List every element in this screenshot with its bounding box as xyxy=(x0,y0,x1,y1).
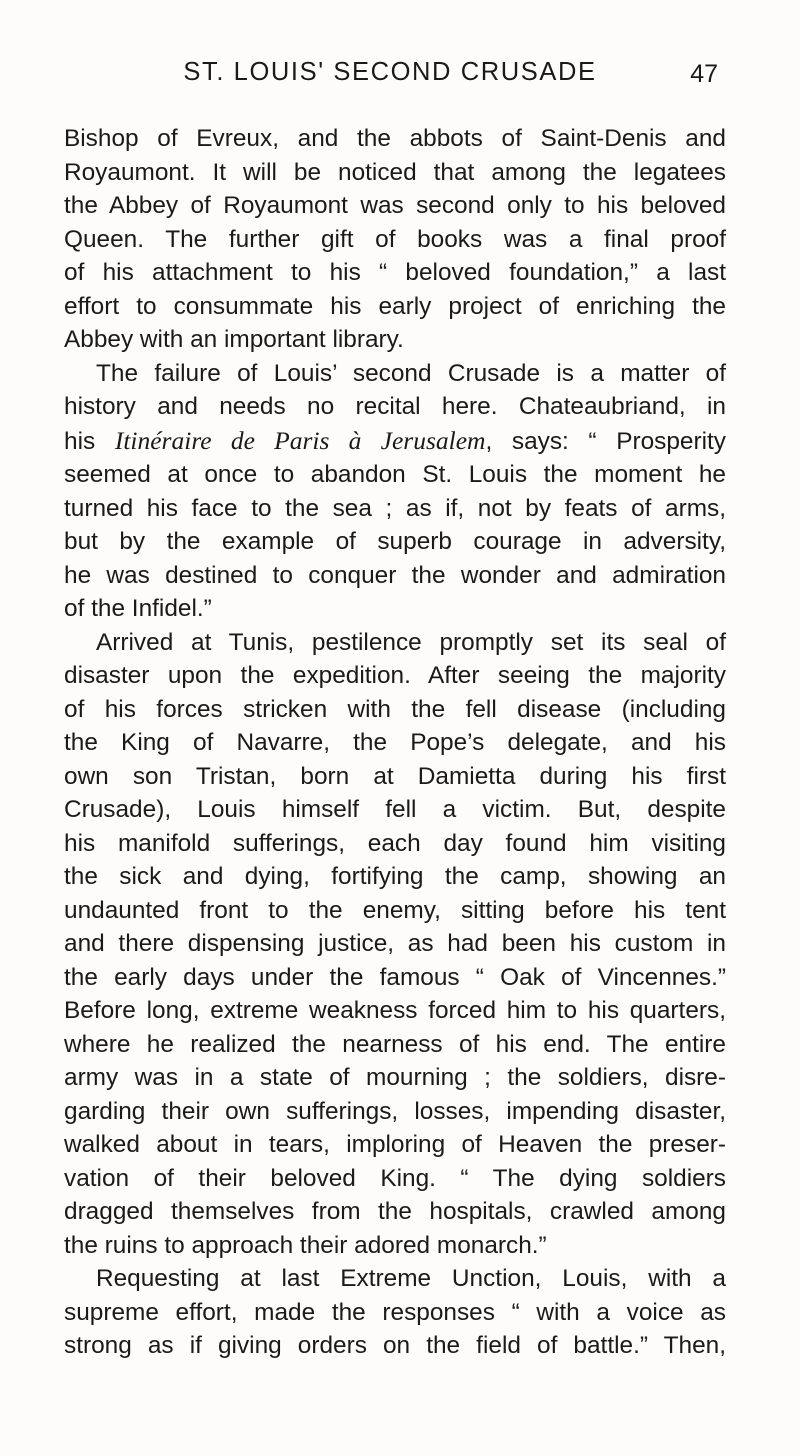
text-line: his manifold sufferings, each day found him visiting xyxy=(64,829,726,857)
text-line: Arrived at Tunis, pestilence promptly set its seal of xyxy=(96,628,726,656)
text-line: the ruins to approach their adored monarch.” xyxy=(64,1231,547,1259)
text-line: effort to consummate his early project of enriching the xyxy=(64,292,726,320)
text-line: of his forces stricken with the fell disease (including xyxy=(64,695,726,723)
text-line xyxy=(64,424,726,459)
text-line: strong as if giving orders on the field of battle.” Then, xyxy=(64,1332,726,1359)
text-line: Royaumont. It will be noticed that among the legatees xyxy=(64,158,726,186)
text-line: where he realized the nearness of his end. The entire xyxy=(64,1030,726,1058)
text-line: the sick and dying, fortifying the camp, showing an xyxy=(64,863,726,890)
body-text xyxy=(64,122,726,1363)
text-line: but by the example of superb courage in adversity, xyxy=(64,528,726,555)
text-line: seemed at once to abandon St. Louis the moment he xyxy=(64,461,726,488)
text-line: the King of Navarre, the Pope’s delegate, and his xyxy=(64,729,726,756)
text-line: walked about in tears, imploring of Heaven the preser- xyxy=(64,1131,726,1158)
text-line: of his attachment to his “ beloved foundation,” a last xyxy=(64,259,726,286)
text-line-end: , says: “ Prosperity xyxy=(485,427,726,455)
text-line: army was in a state of mourning ; the soldiers, disre- xyxy=(64,1064,726,1091)
text-line: dragged themselves from the hospitals, crawled among xyxy=(64,1198,726,1225)
text-line: Bishop of Evreux, and the abbots of Saint-Denis and xyxy=(64,125,726,152)
text-line: of the Infidel.” xyxy=(64,595,212,622)
text-line: Abbey with an important library. xyxy=(64,326,404,353)
text-line: vation of their beloved King. “ The dying soldiers xyxy=(64,1164,726,1192)
text-line: Crusade), Louis himself fell a victim. But, despite xyxy=(64,796,726,823)
text-line: disaster upon the expedition. After seeing the majority xyxy=(64,662,726,689)
text-line-start: his xyxy=(64,427,115,455)
text-line: Before long, extreme weakness forced him to his quarters, xyxy=(64,997,726,1024)
book-title: Itinéraire de Paris à Jerusalem xyxy=(114,425,486,455)
text-line: supreme effort, made the responses “ with a voice as xyxy=(64,1298,726,1326)
text-line: Requesting at last Extreme Unction, Louis, with a xyxy=(96,1265,726,1292)
text-line: The failure of Louis’ second Crusade is a matter of xyxy=(96,359,726,387)
text-line: garding their own sufferings, losses, impending disaster, xyxy=(64,1097,726,1125)
text-line: the Abbey of Royaumont was second only to his beloved xyxy=(64,192,726,219)
text-line: history and needs no recital here. Chateaubriand, in xyxy=(64,393,726,420)
text-line: undaunted front to the enemy, sitting before his tent xyxy=(64,896,726,924)
text-line: he was destined to conquer the wonder and admiration xyxy=(64,561,726,589)
page-number: 47 xyxy=(690,60,718,88)
text-line: the early days under the famous “ Oak of Vincennes.” xyxy=(64,963,726,991)
running-title: ST. LOUIS' SECOND CRUSADE xyxy=(183,58,597,86)
running-head xyxy=(0,58,800,98)
text-line: Queen. The further gift of books was a final proof xyxy=(64,225,726,253)
text-line: and there dispensing justice, as had been his custom in xyxy=(64,930,726,957)
text-line: turned his face to the sea ; as if, not by feats of arms, xyxy=(64,494,726,522)
text-line: own son Tristan, born at Damietta during his first xyxy=(64,762,726,790)
